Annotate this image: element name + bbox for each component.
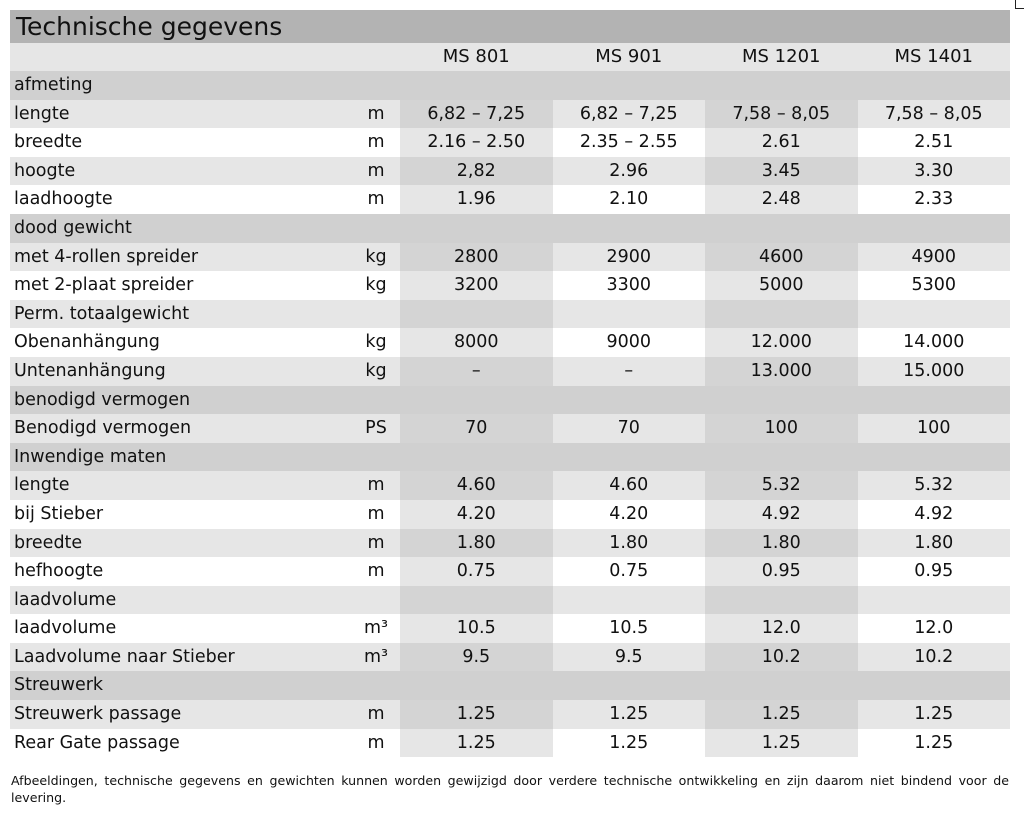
cell-value: 1.80: [400, 529, 553, 558]
cell-value: 2.48: [705, 185, 858, 214]
cell-value: 14.000: [903, 332, 965, 353]
cell-value: [553, 300, 706, 329]
table-row: [10, 243, 1010, 272]
cell-value: 5.32: [705, 471, 858, 500]
row-unit: [352, 586, 400, 615]
table-row: [10, 100, 1010, 129]
row-label: lengte: [14, 103, 70, 124]
row-unit: kg: [365, 332, 387, 353]
row-unit: m: [367, 732, 385, 753]
cell-value: 2,82: [400, 157, 553, 186]
section-header-row: [10, 443, 1010, 472]
table-title: Technische gegevens: [10, 10, 1010, 43]
cell-value: 0.75: [400, 557, 553, 586]
cell-value: 70: [617, 418, 640, 439]
table-row: [10, 614, 1010, 643]
table-row: [10, 471, 1010, 500]
row-label: laadvolume: [14, 618, 117, 639]
cell-value: 12.000: [705, 328, 858, 357]
cell-value: [858, 586, 1011, 615]
cell-value: 3200: [400, 271, 553, 300]
cell-value: 7,58 – 8,05: [884, 103, 983, 124]
cell-value: 9.5: [614, 646, 643, 667]
cell-value: 100: [705, 414, 858, 443]
cell-value: 0.95: [914, 561, 954, 582]
section-title: Streuwerk: [14, 675, 104, 696]
cell-value: 1.25: [914, 704, 954, 725]
cell-value: 6,82 – 7,25: [400, 100, 553, 129]
cell-value: 4.20: [400, 500, 553, 529]
row-label: breedte: [14, 532, 83, 553]
cell-value: 2800: [400, 243, 553, 272]
cell-value: 4600: [705, 243, 858, 272]
section-title: afmeting: [14, 75, 93, 95]
row-unit: kg: [365, 360, 387, 381]
corner-crop-mark: [1015, 0, 1024, 9]
table-row: [10, 271, 1010, 300]
cell-value: 6,82 – 7,25: [579, 103, 678, 124]
row-label: lengte: [14, 475, 70, 496]
table-row: [10, 128, 1010, 157]
cell-value: [858, 300, 1011, 329]
cell-value: 2.51: [914, 132, 954, 153]
row-unit: m: [367, 704, 385, 725]
cell-value: 70: [400, 414, 553, 443]
cell-value: 15.000: [903, 360, 965, 381]
cell-value: 12.0: [914, 618, 954, 639]
cell-value: –: [624, 360, 634, 381]
table-row: [10, 328, 1010, 357]
table-row: [10, 500, 1010, 529]
row-label: bij Stieber: [14, 503, 104, 524]
cell-value: [400, 586, 553, 615]
cell-value: 2.16 – 2.50: [400, 128, 553, 157]
header-label-spacer: [10, 43, 352, 71]
row-unit: kg: [365, 246, 387, 267]
row-unit: m: [367, 475, 385, 496]
row-unit: m: [367, 561, 385, 582]
cell-value: 10.5: [609, 618, 649, 639]
section-header-row: [10, 71, 1010, 100]
cell-value: 2.96: [609, 160, 649, 181]
cell-value: 2.35 – 2.55: [579, 132, 678, 153]
row-label: met 2-plaat spreider: [14, 275, 194, 296]
cell-value: 1.25: [400, 700, 553, 729]
section-title: benodigd vermogen: [14, 389, 191, 410]
cell-value: 4.92: [705, 500, 858, 529]
model-header: MS 801: [442, 46, 510, 67]
table-body: [10, 71, 1010, 757]
row-unit: m: [367, 189, 385, 210]
row-unit: m: [367, 103, 385, 124]
table-row: [10, 414, 1010, 443]
cell-value: [705, 586, 858, 615]
section-header-row: [10, 214, 1010, 243]
model-header: MS 1401: [894, 46, 973, 67]
cell-value: [553, 586, 706, 615]
cell-value: 5300: [911, 275, 957, 296]
row-unit: m: [367, 132, 385, 153]
cell-value: 100: [917, 418, 951, 439]
cell-value: 1.80: [914, 532, 954, 553]
table-row: [10, 529, 1010, 558]
cell-value: 1.25: [609, 704, 649, 725]
table-row: [10, 157, 1010, 186]
section-header-row: [10, 671, 1010, 700]
cell-value: 13.000: [705, 357, 858, 386]
cell-value: 1.25: [914, 732, 954, 753]
cell-value: 1.80: [705, 529, 858, 558]
row-label: hoogte: [14, 160, 76, 181]
model-header-row: [10, 43, 1010, 71]
row-label: Perm. totaalgewicht: [14, 303, 190, 324]
cell-value: 3300: [606, 275, 652, 296]
model-header: MS 1201: [742, 46, 821, 67]
cell-value: 1.80: [609, 532, 649, 553]
row-label: Rear Gate passage: [14, 732, 180, 753]
row-unit: kg: [365, 275, 387, 296]
row-label: Streuwerk passage: [14, 704, 182, 725]
cell-value: 1.96: [400, 185, 553, 214]
cell-value: 10.5: [400, 614, 553, 643]
cell-value: 4.60: [609, 475, 649, 496]
section-title: dood gewicht: [14, 217, 132, 238]
row-unit: m: [367, 160, 385, 181]
cell-value: 0.95: [705, 557, 858, 586]
cell-value: 1.25: [705, 729, 858, 758]
row-label: hefhoogte: [14, 561, 104, 582]
cell-value: 5000: [705, 271, 858, 300]
row-label: Laadvolume naar Stieber: [14, 646, 235, 667]
row-unit: m³: [363, 646, 389, 667]
cell-value: 0.75: [609, 561, 649, 582]
row-unit: m: [367, 503, 385, 524]
row-unit: PS: [365, 418, 387, 439]
cell-value: 4900: [911, 246, 957, 267]
cell-value: 1.25: [609, 732, 649, 753]
cell-value: 4.92: [914, 503, 954, 524]
section-title: Inwendige maten: [14, 446, 167, 467]
cell-value: 12.0: [705, 614, 858, 643]
cell-value: 2.33: [914, 189, 954, 210]
row-label: Obenanhängung: [14, 332, 160, 353]
table-row: [10, 643, 1010, 672]
cell-value: 2.61: [705, 128, 858, 157]
cell-value: 5.32: [914, 475, 954, 496]
section-header-row: [10, 386, 1010, 415]
row-unit: [352, 300, 400, 329]
spec-table: [10, 10, 1010, 757]
row-unit: m³: [363, 618, 389, 639]
footnote: Afbeeldingen, technische gegevens en gewichten kunnen worden gewijzigd door verdere technische ontwikkeling en zijn daarom niet bindend voor de levering.: [11, 773, 1009, 805]
cell-value: 3.30: [914, 160, 954, 181]
row-label: breedte: [14, 132, 83, 153]
cell-value: 9.5: [400, 643, 553, 672]
cell-value: 10.2: [705, 643, 858, 672]
row-unit: m: [367, 532, 385, 553]
cell-value: 3.45: [705, 157, 858, 186]
table-row: [10, 729, 1010, 758]
cell-value: 1.25: [705, 700, 858, 729]
cell-value: 4.20: [609, 503, 649, 524]
cell-value: 10.2: [914, 646, 954, 667]
table-row: [10, 185, 1010, 214]
cell-value: [705, 300, 858, 329]
row-label: met 4-rollen spreider: [14, 246, 199, 267]
cell-value: 1.25: [400, 729, 553, 758]
group-label-row: [10, 300, 1010, 329]
table-row: [10, 557, 1010, 586]
cell-value: 2900: [606, 246, 652, 267]
cell-value: 8000: [400, 328, 553, 357]
row-label: laadvolume: [14, 589, 117, 610]
table-row: [10, 700, 1010, 729]
cell-value: 7,58 – 8,05: [705, 100, 858, 129]
table-row: [10, 357, 1010, 386]
cell-value: 9000: [606, 332, 652, 353]
cell-value: –: [400, 357, 553, 386]
row-label: laadhoogte: [14, 189, 113, 210]
group-label-row: [10, 586, 1010, 615]
model-header: MS 901: [595, 46, 663, 67]
cell-value: 4.60: [400, 471, 553, 500]
cell-value: 2.10: [609, 189, 649, 210]
row-label: Benodigd vermogen: [14, 418, 192, 439]
row-label: Untenanhängung: [14, 360, 166, 381]
header-unit-spacer: [352, 43, 400, 71]
cell-value: [400, 300, 553, 329]
